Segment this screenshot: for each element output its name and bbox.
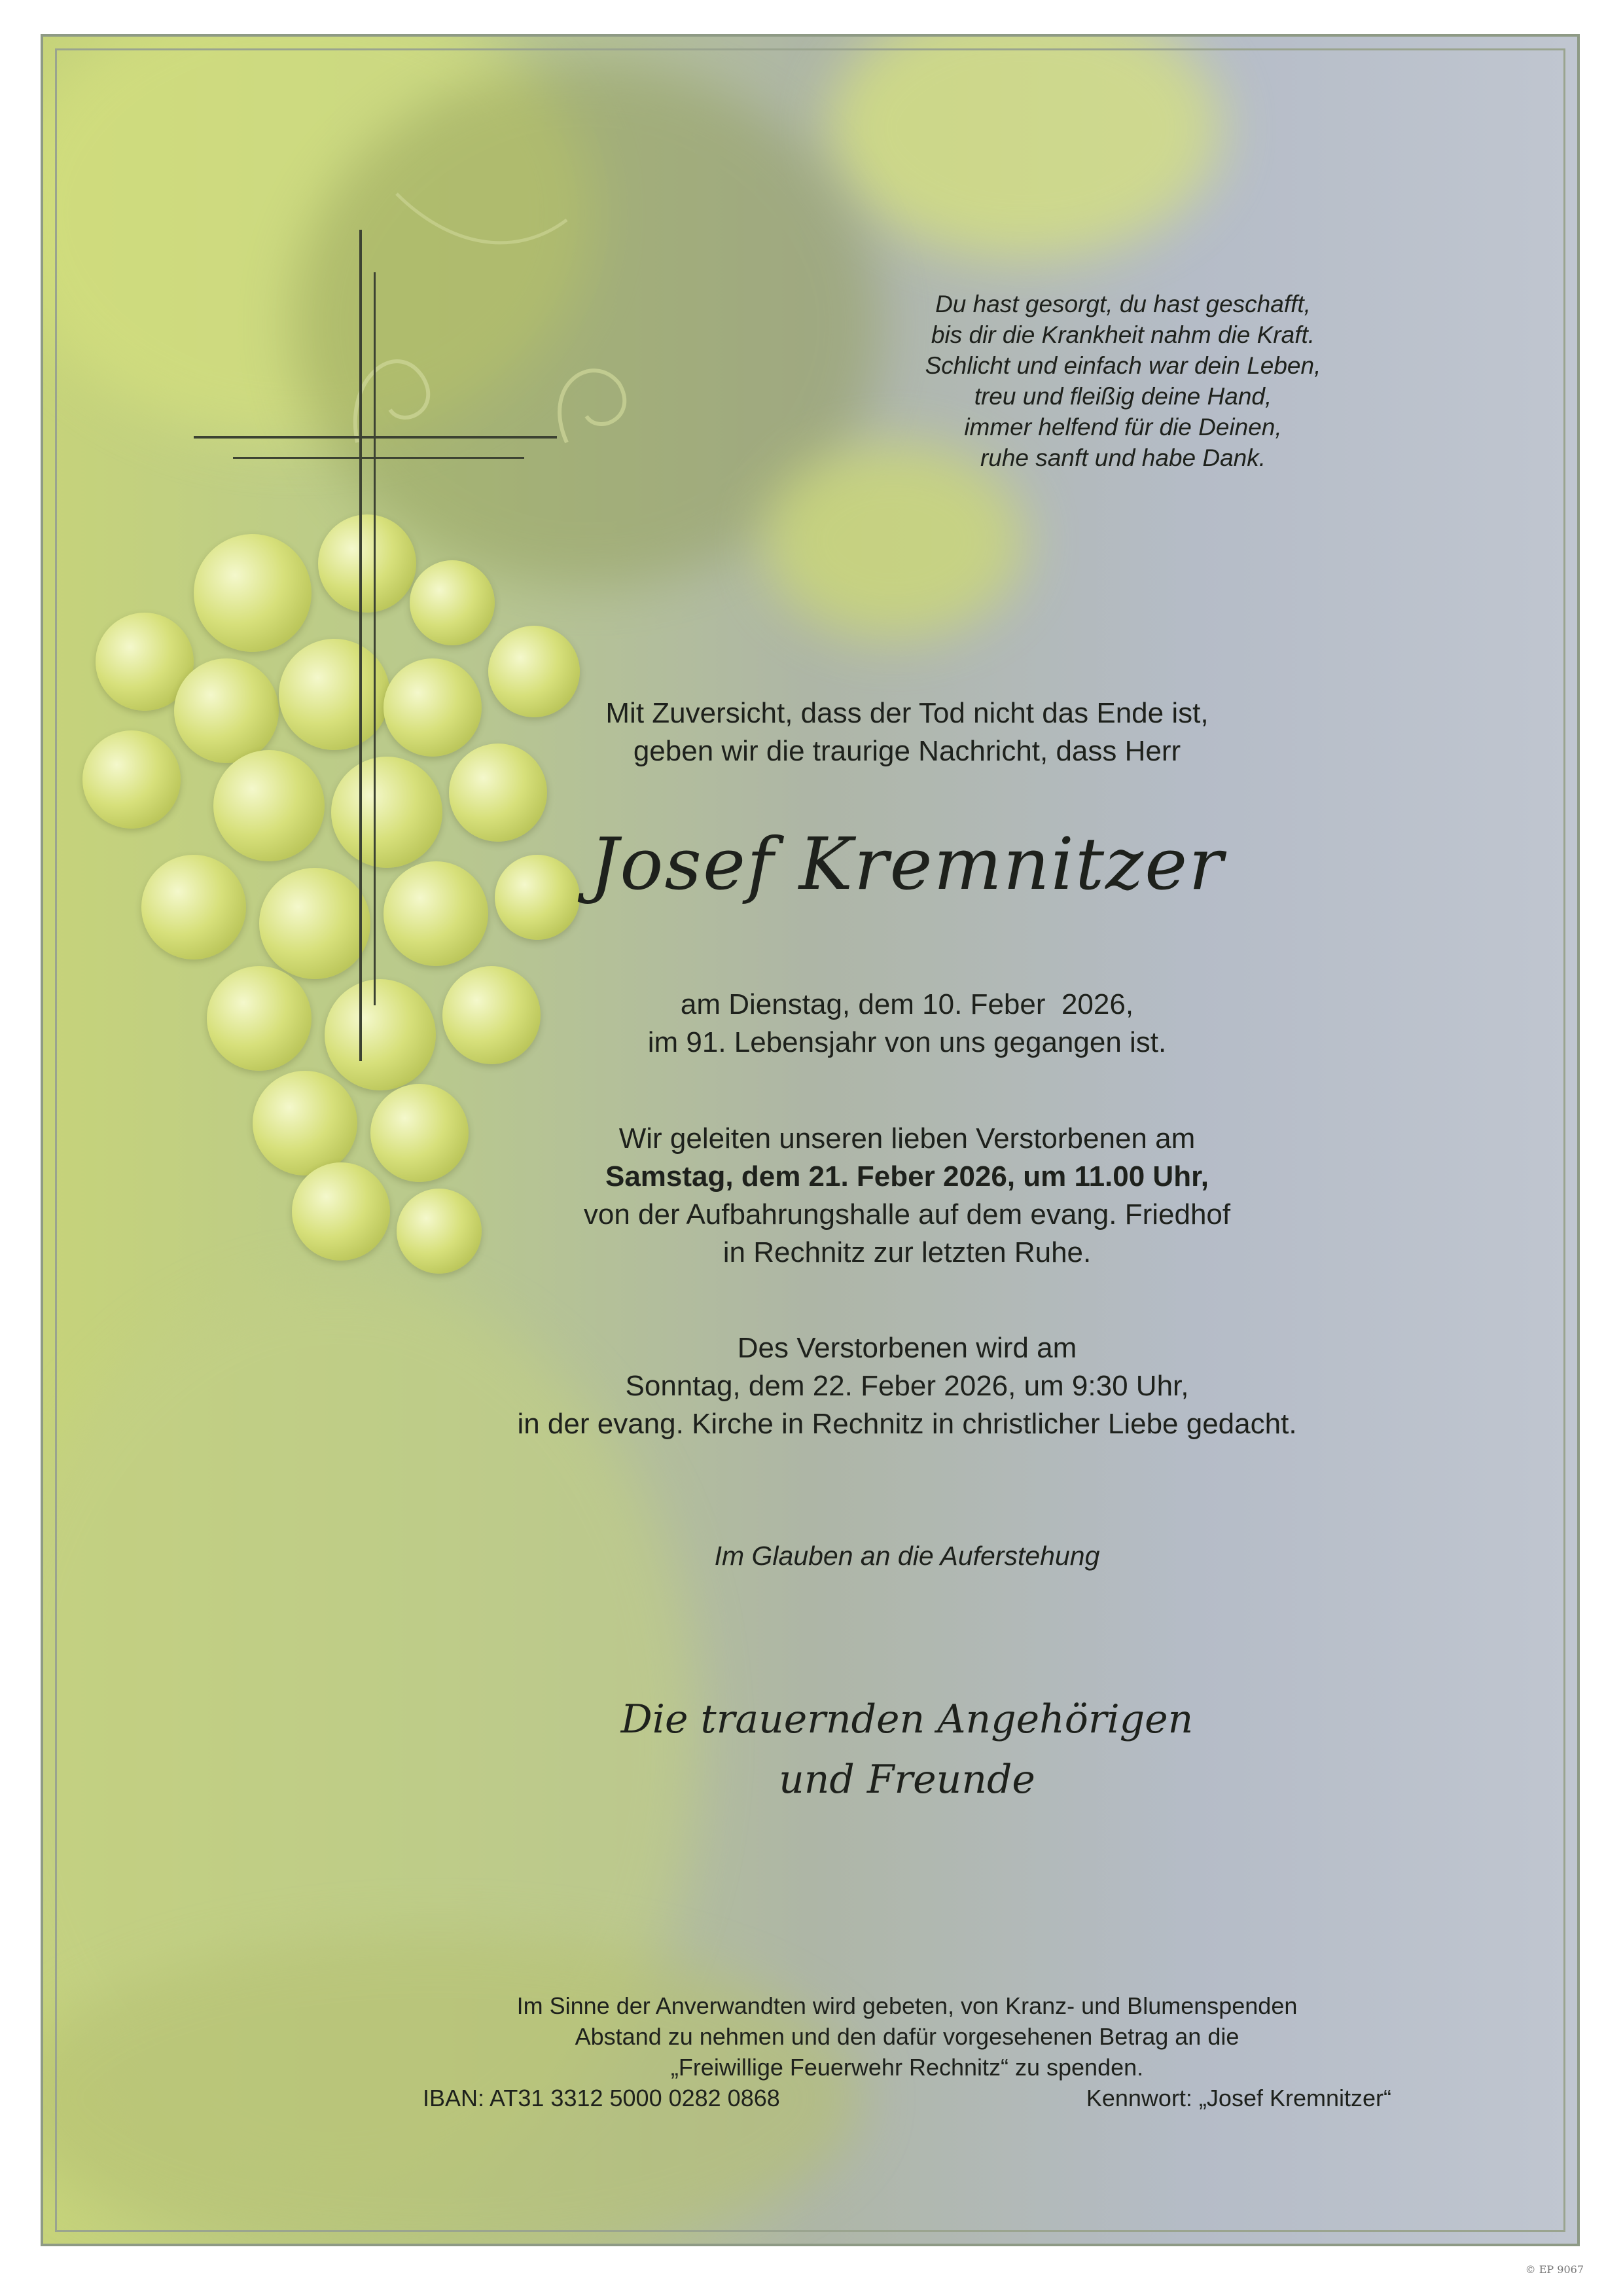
memorial-service	[279, 1329, 1535, 1443]
cross-vertical-line	[359, 230, 362, 1061]
poem-line: bis dir die Krankheit nahm die Kraft.	[931, 321, 1315, 348]
funeral-details	[279, 1120, 1535, 1272]
leaf-blur-top-right	[829, 34, 1221, 259]
death-line: im 91. Lebensjahr von uns gegangen ist.	[647, 1026, 1167, 1058]
memorial-line: in der evang. Kirche in Rechnitz in christlicher Liebe gedacht.	[517, 1408, 1297, 1440]
memorial-line: Des Verstorbenen wird am	[737, 1332, 1077, 1364]
mourners-line: Die trauernden Angehörigen	[620, 1696, 1194, 1742]
mourners-signature	[279, 1689, 1535, 1810]
deceased-name: Josef Kremnitzer	[590, 822, 1224, 906]
donation-bank-line	[423, 2083, 1391, 2113]
mourners-line: und Freunde	[779, 1757, 1035, 1803]
funeral-line: Wir geleiten unseren lieben Verstorbenen am	[618, 1122, 1196, 1155]
grape	[174, 658, 279, 763]
poem-line: Schlicht und einfach war dein Leben,	[925, 352, 1321, 379]
intro-line: geben wir die traurige Nachricht, dass Herr	[633, 735, 1181, 767]
death-announcement	[279, 986, 1535, 1062]
keyword: Kennwort: „Josef Kremnitzer“	[1086, 2085, 1391, 2111]
funeral-date: Samstag, dem 21. Feber 2026, um 11.00 Uhr,	[605, 1160, 1209, 1193]
death-line: am Dienstag, dem 10. Feber 2026,	[680, 988, 1134, 1020]
funeral-line: von der Aufbahrungshalle auf dem evang. Friedhof	[583, 1198, 1231, 1230]
cross-horizontal-line	[194, 436, 557, 439]
poem-line: treu und fleißig deine Hand,	[974, 383, 1272, 410]
poem	[730, 289, 1516, 473]
poem-line: immer helfend für die Deinen,	[964, 414, 1282, 440]
intro-line: Mit Zuversicht, dass der Tod nicht das Ende ist,	[605, 697, 1209, 729]
faith-line: Im Glauben an die Auferstehung	[714, 1541, 1100, 1571]
donation-line: Abstand zu nehmen und den dafür vorgesehenen Betrag an die	[575, 2023, 1240, 2050]
grape	[194, 534, 312, 652]
cross-horizontal-line-inner	[233, 457, 524, 459]
grape	[82, 730, 181, 829]
poem-line: Du hast gesorgt, du hast geschafft,	[935, 291, 1311, 317]
donation-line: Im Sinne der Anverwandten wird gebeten, von Kranz- und Blumenspenden	[516, 1992, 1298, 2019]
donation-request	[279, 1990, 1535, 2113]
iban: IBAN: AT31 3312 5000 0282 0868	[423, 2085, 780, 2111]
funeral-line: in Rechnitz zur letzten Ruhe.	[722, 1236, 1092, 1268]
donation-line: „Freiwillige Feuerwehr Rechnitz“ zu spenden.	[670, 2054, 1144, 2081]
poem-line: ruhe sanft und habe Dank.	[980, 444, 1266, 471]
swirl-ornament	[318, 168, 776, 560]
grape	[410, 560, 495, 645]
obituary-card	[41, 34, 1580, 2246]
memorial-line: Sonntag, dem 22. Feber 2026, um 9:30 Uhr,	[625, 1370, 1189, 1402]
grape	[141, 855, 246, 960]
footer-code: © EP 9067	[1525, 2263, 1584, 2276]
intro-text	[279, 694, 1535, 770]
